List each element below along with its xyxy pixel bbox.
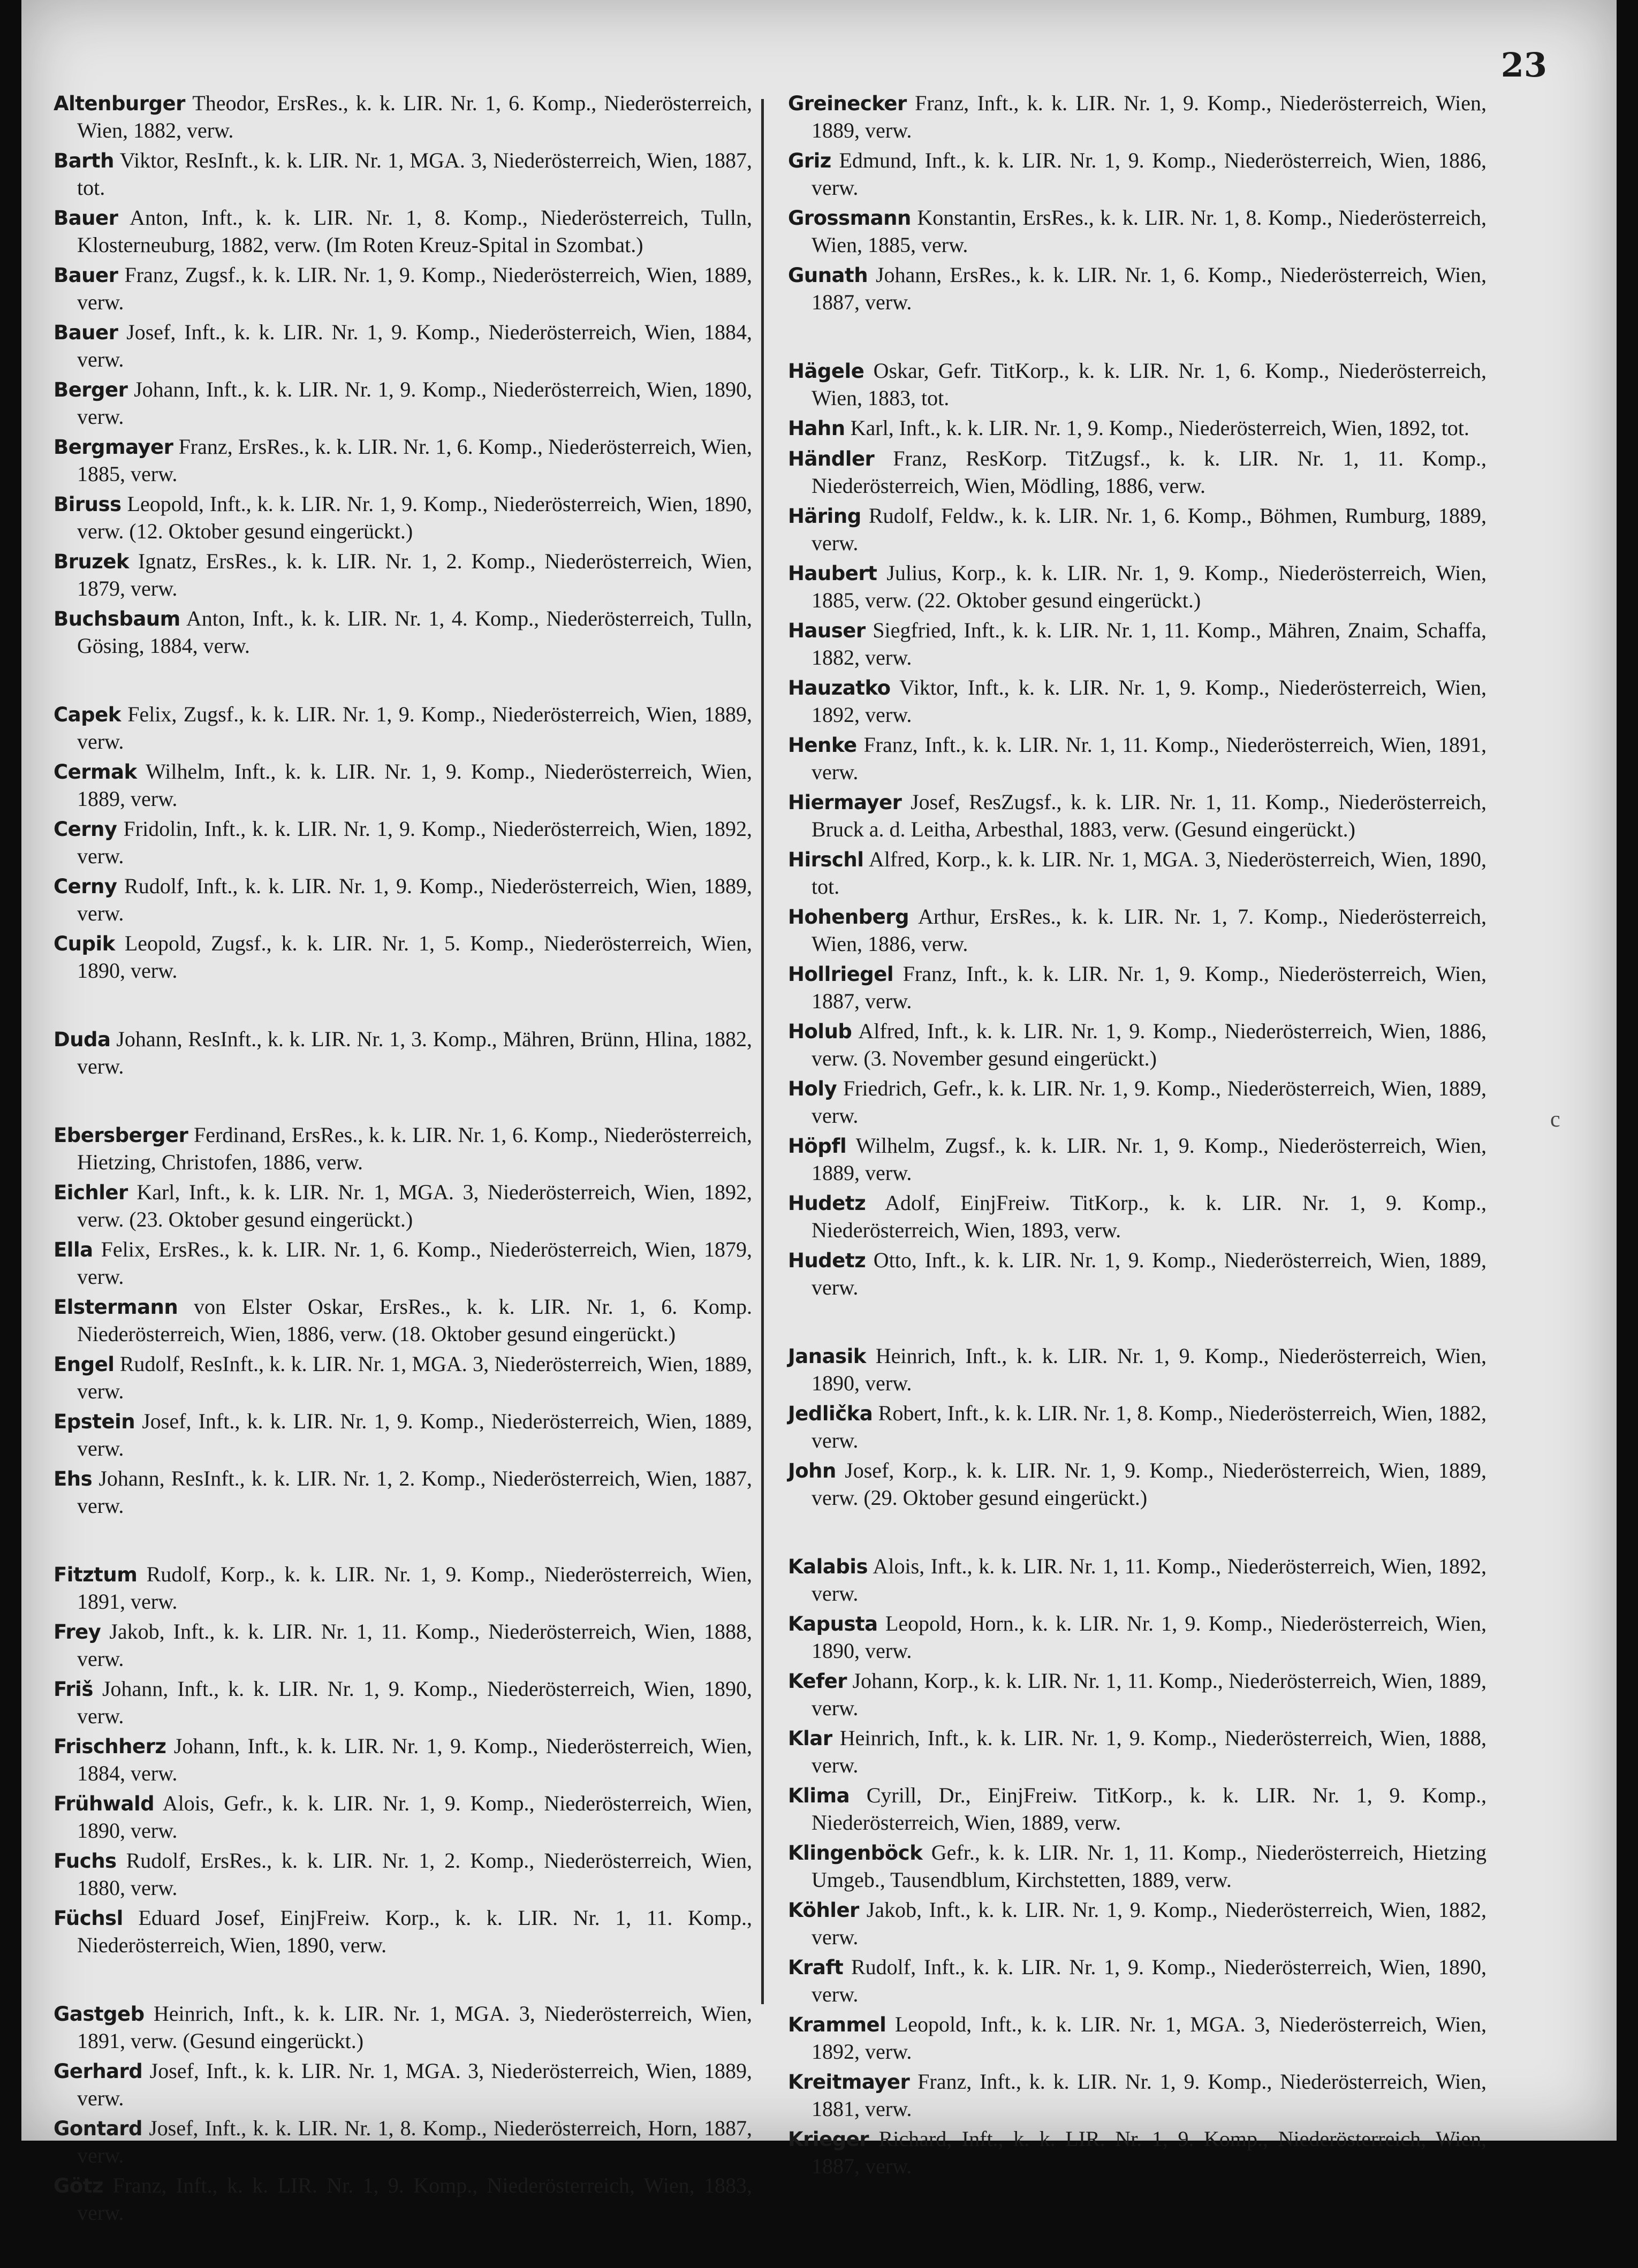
entry bbox=[54, 758, 752, 812]
entry bbox=[788, 903, 1487, 957]
entry-details: Anton, Inft., k. k. LIR. Nr. 1, 8. Komp., Niederösterreich, Tulln, Klosterneuburg, 1882, verw. (Im Roten Kreuz-Spital in Szombat.) bbox=[77, 206, 752, 257]
entry-details: Ignatz, ErsRes., k. k. LIR. Nr. 1, 2. Komp., Niederösterreich, Wien, 1879, verw. bbox=[77, 549, 752, 600]
entry bbox=[788, 2126, 1487, 2180]
entry-details: Eduard Josef, EinjFreiw. Korp., k. k. LIR. Nr. 1, 11. Komp., Niederösterreich, Wien, 1890, verw. bbox=[77, 1906, 752, 1957]
entry-surname: Elstermann bbox=[54, 1296, 178, 1319]
entry-details: Otto, Inft., k. k. LIR. Nr. 1, 9. Komp., Niederösterreich, Wien, 1889, verw. bbox=[812, 1248, 1487, 1299]
entry-surname: Janasik bbox=[788, 1345, 866, 1368]
letter-group bbox=[54, 1026, 752, 1080]
entry-details: Franz, ErsRes., k. k. LIR. Nr. 1, 6. Komp., Niederösterreich, Wien, 1885, verw. bbox=[77, 435, 753, 486]
entry-surname: Frischherz bbox=[54, 1735, 166, 1758]
letter-group bbox=[54, 701, 752, 984]
entry-surname: Henke bbox=[788, 734, 857, 757]
entry bbox=[788, 1782, 1487, 1836]
entry-surname: Gontard bbox=[54, 2117, 143, 2140]
entry-surname: Klingenböck bbox=[788, 1841, 923, 1864]
entry-details: Franz, Inft., k. k. LIR. Nr. 1, 9. Komp., Niederösterreich, Wien, 1881, verw. bbox=[812, 2069, 1487, 2121]
entry-surname: Kapusta bbox=[788, 1612, 878, 1635]
entry-surname: Kefer bbox=[788, 1670, 847, 1693]
entry bbox=[788, 1725, 1487, 1779]
entry-surname: Haubert bbox=[788, 562, 877, 585]
entry bbox=[788, 1839, 1487, 1893]
entry-details: Franz, Inft., k. k. LIR. Nr. 1, 9. Komp., Niederösterreich, Wien, 1887, verw. bbox=[812, 962, 1487, 1013]
entry-surname: Hirschl bbox=[788, 848, 864, 871]
entry-surname: Frühwald bbox=[54, 1792, 155, 1815]
entry-surname: Frey bbox=[54, 1620, 101, 1643]
entry bbox=[788, 560, 1487, 614]
entry-surname: Kalabis bbox=[788, 1555, 868, 1578]
entry-details: Anton, Inft., k. k. LIR. Nr. 1, 4. Komp., Niederösterreich, Tulln, Gösing, 1884, verw. bbox=[77, 606, 752, 658]
entry bbox=[788, 674, 1487, 728]
entry-details: Gefr., k. k. LIR. Nr. 1, 11. Komp., Niederösterreich, Hietzing Umgeb., Tausendblum, Kirchstetten, 1889, verw. bbox=[812, 1840, 1487, 1892]
entry bbox=[788, 1610, 1487, 1664]
entry-surname: Fuchs bbox=[54, 1850, 117, 1873]
entry-surname: Engel bbox=[54, 1353, 115, 1376]
entry bbox=[788, 503, 1487, 557]
entry bbox=[788, 1400, 1487, 1454]
entry bbox=[788, 262, 1487, 316]
entry bbox=[788, 2068, 1487, 2122]
entry-surname: Bauer bbox=[54, 207, 118, 230]
letter-group bbox=[788, 357, 1487, 1301]
entry-details: Franz, Inft., k. k. LIR. Nr. 1, 9. Komp., Niederösterreich, Wien, 1883, verw. bbox=[77, 2173, 752, 2225]
entry-surname: Friš bbox=[54, 1678, 93, 1701]
entry-details: Franz, Zugsf., k. k. LIR. Nr. 1, 9. Komp., Niederösterreich, Wien, 1889, verw. bbox=[77, 263, 753, 314]
entry-surname: Hauser bbox=[788, 619, 866, 642]
entry-details: Karl, Inft., k. k. LIR. Nr. 1, MGA. 3, Niederösterreich, Wien, 1892, verw. (23. Oktober gesund eingerückt.) bbox=[77, 1180, 753, 1231]
entry-surname: Kreitmayer bbox=[788, 2071, 910, 2094]
letter-group bbox=[788, 1553, 1487, 2180]
entry-surname: Kraft bbox=[788, 1956, 844, 1979]
letter-group bbox=[54, 1122, 752, 1519]
entry-details: Felix, ErsRes., k. k. LIR. Nr. 1, 6. Komp., Niederösterreich, Wien, 1879, verw. bbox=[77, 1237, 753, 1289]
entry bbox=[54, 1408, 752, 1462]
entry-surname: Duda bbox=[54, 1028, 111, 1051]
entry-details: Franz, ResKorp. TitZugsf., k. k. LIR. Nr. 1, 11. Komp., Niederösterreich, Wien, Mödling, 1886, verw. bbox=[812, 446, 1487, 498]
entry bbox=[54, 319, 752, 373]
entry bbox=[54, 548, 752, 602]
entry bbox=[54, 376, 752, 430]
entry-surname: Cupik bbox=[54, 932, 115, 955]
entry bbox=[54, 2058, 752, 2112]
entry bbox=[54, 1026, 752, 1080]
entry-details: Leopold, Zugsf., k. k. LIR. Nr. 1, 5. Komp., Niederösterreich, Wien, 1890, verw. bbox=[77, 931, 752, 983]
entry-surname: Hohenberg bbox=[788, 905, 909, 928]
entry bbox=[54, 1465, 752, 1519]
entry-surname: Hudetz bbox=[788, 1192, 866, 1215]
entry bbox=[788, 204, 1487, 258]
entry-surname: Capek bbox=[54, 703, 121, 726]
entry-details: Alois, Gefr., k. k. LIR. Nr. 1, 9. Komp., Niederösterreich, Wien, 1890, verw. bbox=[77, 1791, 752, 1843]
entry-surname: Barth bbox=[54, 149, 114, 172]
entry-surname: Gastgeb bbox=[54, 2003, 145, 2026]
entry bbox=[54, 930, 752, 984]
entry bbox=[788, 1668, 1487, 1722]
entry-surname: Hiermayer bbox=[788, 791, 902, 814]
entry bbox=[788, 1190, 1487, 1244]
entry-surname: Händler bbox=[788, 447, 875, 470]
entry bbox=[54, 90, 752, 144]
entry bbox=[788, 961, 1487, 1015]
entry-details: Cyrill, Dr., EinjFreiw. TitKorp., k. k. LIR. Nr. 1, 9. Komp., Niederösterreich, Wien, 1889, verw. bbox=[812, 1783, 1487, 1835]
page-number: 23 bbox=[1500, 45, 1547, 85]
entry-details: Alfred, Inft., k. k. LIR. Nr. 1, 9. Komp., Niederösterreich, Wien, 1886, verw. (3. November gesund eingerückt.) bbox=[812, 1019, 1487, 1070]
entry-surname: Biruss bbox=[54, 493, 122, 516]
entry bbox=[54, 701, 752, 755]
entry bbox=[788, 846, 1487, 900]
right-column bbox=[788, 90, 1487, 2221]
entry bbox=[54, 147, 752, 201]
entry-details: Heinrich, Inft., k. k. LIR. Nr. 1, 9. Komp., Niederösterreich, Wien, 1890, verw. bbox=[812, 1344, 1487, 1395]
entry-surname: Cerny bbox=[54, 875, 117, 898]
entry-details: Richard, Inft., k. k. LIR. Nr. 1, 9. Komp., Niederösterreich, Wien, 1887, verw. bbox=[812, 2127, 1487, 2178]
entry bbox=[788, 415, 1487, 442]
entry-surname: Holub bbox=[788, 1020, 852, 1043]
document-page bbox=[21, 0, 1617, 2225]
entry-details: Josef, ResZugsf., k. k. LIR. Nr. 1, 11. Komp., Niederösterreich, Bruck a. d. Leitha, Arbesthal, 1883, verw. (Gesund eingerückt.) bbox=[812, 790, 1487, 841]
entry bbox=[788, 789, 1487, 843]
entry bbox=[788, 1553, 1487, 1607]
entry-surname: Hägele bbox=[788, 360, 864, 383]
column-divider bbox=[761, 99, 764, 2004]
entry-surname: Götz bbox=[54, 2174, 104, 2197]
letter-group bbox=[54, 1561, 752, 1959]
entry bbox=[788, 147, 1487, 201]
entry bbox=[54, 1561, 752, 1615]
entry-details: Rudolf, ErsRes., k. k. LIR. Nr. 1, 2. Komp., Niederösterreich, Wien, 1880, verw. bbox=[77, 1848, 753, 1900]
entry-details: Josef, Korp., k. k. LIR. Nr. 1, 9. Komp., Niederösterreich, Wien, 1889, verw. (29. Oktober gesund eingerückt.) bbox=[812, 1458, 1487, 1510]
entry-surname: Hollriegel bbox=[788, 963, 894, 986]
entry-surname: Höpfl bbox=[788, 1135, 847, 1158]
entry bbox=[54, 1733, 752, 1787]
entry-details: Edmund, Inft., k. k. LIR. Nr. 1, 9. Komp., Niederösterreich, Wien, 1886, verw. bbox=[812, 148, 1487, 200]
entry bbox=[788, 1897, 1487, 1951]
entry bbox=[788, 1954, 1487, 2008]
entry-details: Josef, Inft., k. k. LIR. Nr. 1, 8. Komp., Niederösterreich, Horn, 1887, verw. bbox=[77, 2116, 753, 2167]
entry bbox=[54, 1293, 752, 1348]
entry-surname: Berger bbox=[54, 378, 128, 401]
entry bbox=[54, 2000, 752, 2054]
entry bbox=[54, 816, 752, 870]
entry-details: Johann, Inft., k. k. LIR. Nr. 1, 9. Komp., Niederösterreich, Wien, 1884, verw. bbox=[77, 1734, 753, 1785]
entry-details: Siegfried, Inft., k. k. LIR. Nr. 1, 11. Komp., Mähren, Znaim, Schaffa, 1882, verw. bbox=[812, 618, 1487, 669]
entry-details: Wilhelm, Zugsf., k. k. LIR. Nr. 1, 9. Komp., Niederösterreich, Wien, 1889, verw. bbox=[812, 1133, 1487, 1185]
entry-surname: Ehs bbox=[54, 1467, 93, 1490]
entry bbox=[788, 445, 1487, 499]
entry bbox=[788, 1075, 1487, 1129]
entry-surname: Greinecker bbox=[788, 92, 907, 115]
entry-details: Ferdinand, ErsRes., k. k. LIR. Nr. 1, 6. Komp., Niederösterreich, Hietzing, Christofen, 1886, verw. bbox=[77, 1123, 753, 1174]
entry-details: Leopold, Inft., k. k. LIR. Nr. 1, 9. Komp., Niederösterreich, Wien, 1890, verw. (12. Oktober gesund eingerückt.) bbox=[77, 492, 752, 543]
entry bbox=[54, 262, 752, 316]
entry bbox=[54, 1905, 752, 1959]
margin-mark: c bbox=[1550, 1107, 1560, 1132]
entry-surname: Bauer bbox=[54, 264, 118, 287]
entry-details: Johann, Korp., k. k. LIR. Nr. 1, 11. Komp., Niederösterreich, Wien, 1889, verw. bbox=[812, 1669, 1487, 1720]
entry bbox=[788, 1457, 1487, 1511]
letter-group bbox=[54, 90, 752, 659]
entry-details: Rudolf, Feldw., k. k. LIR. Nr. 1, 6. Komp., Böhmen, Rumburg, 1889, verw. bbox=[812, 504, 1487, 555]
entry bbox=[788, 357, 1487, 412]
entry bbox=[54, 1618, 752, 1672]
entry-details: Heinrich, Inft., k. k. LIR. Nr. 1, MGA. 3, Niederösterreich, Wien, 1891, verw. (Gesund eingerückt.) bbox=[77, 2001, 753, 2053]
entry bbox=[54, 1351, 752, 1405]
entry-surname: Griz bbox=[788, 149, 831, 172]
entry bbox=[54, 491, 752, 545]
entry bbox=[54, 605, 752, 659]
entry-details: Adolf, EinjFreiw. TitKorp., k. k. LIR. Nr. 1, 9. Komp., Niederösterreich, Wien, 1893, verw. bbox=[812, 1191, 1487, 1242]
entry bbox=[54, 873, 752, 927]
entry bbox=[788, 2011, 1487, 2065]
entry-surname: Häring bbox=[788, 505, 861, 528]
entry-details: Karl, Inft., k. k. LIR. Nr. 1, 9. Komp., Niederösterreich, Wien, 1892, tot. bbox=[850, 416, 1469, 440]
entry-surname: Grossmann bbox=[788, 207, 911, 230]
entry bbox=[788, 1343, 1487, 1397]
entry-details: Felix, Zugsf., k. k. LIR. Nr. 1, 9. Komp., Niederösterreich, Wien, 1889, verw. bbox=[77, 702, 752, 754]
entry-surname: Köhler bbox=[788, 1899, 859, 1922]
entry-surname: Cermak bbox=[54, 760, 137, 783]
entry-details: Johann, Inft., k. k. LIR. Nr. 1, 9. Komp., Niederösterreich, Wien, 1890, verw. bbox=[77, 377, 753, 429]
entry bbox=[54, 1847, 752, 1901]
entry bbox=[54, 1122, 752, 1176]
entry-details: Rudolf, Korp., k. k. LIR. Nr. 1, 9. Komp., Niederösterreich, Wien, 1891, verw. bbox=[77, 1562, 753, 1614]
entry bbox=[788, 1247, 1487, 1301]
entry-details: Josef, Inft., k. k. LIR. Nr. 1, 9. Komp., Niederösterreich, Wien, 1884, verw. bbox=[77, 320, 753, 371]
entry-details: Franz, Inft., k. k. LIR. Nr. 1, 9. Komp., Niederösterreich, Wien, 1889, verw. bbox=[812, 91, 1487, 142]
letter-group bbox=[788, 90, 1487, 316]
entry-details: Friedrich, Gefr., k. k. LIR. Nr. 1, 9. Komp., Niederösterreich, Wien, 1889, verw. bbox=[812, 1076, 1487, 1128]
entry-details: Robert, Inft., k. k. LIR. Nr. 1, 8. Komp., Niederösterreich, Wien, 1882, verw. bbox=[812, 1401, 1487, 1452]
entry-surname: Holy bbox=[788, 1077, 837, 1100]
entry-surname: Krammel bbox=[788, 2013, 886, 2036]
entry-details: Julius, Korp., k. k. LIR. Nr. 1, 9. Komp., Niederösterreich, Wien, 1885, verw. (22. Oktober gesund eingerückt.) bbox=[812, 561, 1487, 612]
entry-details: Josef, Inft., k. k. LIR. Nr. 1, 9. Komp., Niederösterreich, Wien, 1889, verw. bbox=[77, 1409, 752, 1460]
entry-details: Fridolin, Inft., k. k. LIR. Nr. 1, 9. Komp., Niederösterreich, Wien, 1892, verw. bbox=[77, 817, 753, 868]
entry-surname: Epstein bbox=[54, 1410, 135, 1433]
entry-surname: Klima bbox=[788, 1784, 850, 1807]
entry-surname: Cerny bbox=[54, 818, 117, 841]
entry bbox=[54, 204, 752, 258]
entry-surname: Bruzek bbox=[54, 550, 130, 573]
entry-details: Jakob, Inft., k. k. LIR. Nr. 1, 9. Komp., Niederösterreich, Wien, 1882, verw. bbox=[812, 1898, 1487, 1949]
entry bbox=[788, 617, 1487, 671]
entry-surname: Fitztum bbox=[54, 1563, 138, 1586]
entry-details: Rudolf, Inft., k. k. LIR. Nr. 1, 9. Komp., Niederösterreich, Wien, 1890, verw. bbox=[812, 1955, 1487, 2006]
entry-surname: Jedlička bbox=[788, 1402, 873, 1425]
entry-details: Jakob, Inft., k. k. LIR. Nr. 1, 11. Komp., Niederösterreich, Wien, 1888, verw. bbox=[77, 1619, 753, 1671]
entry-details: Franz, Inft., k. k. LIR. Nr. 1, 11. Komp., Niederösterreich, Wien, 1891, verw. bbox=[812, 733, 1487, 784]
entry-details: Konstantin, ErsRes., k. k. LIR. Nr. 1, 8. Komp., Niederösterreich, Wien, 1885, verw. bbox=[812, 206, 1487, 257]
entry-details: Viktor, Inft., k. k. LIR. Nr. 1, 9. Komp., Niederösterreich, Wien, 1892, verw. bbox=[812, 675, 1487, 727]
entry bbox=[54, 1236, 752, 1290]
entry-surname: Eichler bbox=[54, 1181, 128, 1204]
entry-details: Alois, Inft., k. k. LIR. Nr. 1, 11. Komp., Niederösterreich, Wien, 1892, verw. bbox=[812, 1554, 1487, 1605]
letter-group bbox=[788, 1343, 1487, 1511]
entry-details: Rudolf, Inft., k. k. LIR. Nr. 1, 9. Komp., Niederösterreich, Wien, 1889, verw. bbox=[77, 874, 753, 925]
entry-surname: Hudetz bbox=[788, 1249, 866, 1272]
entry-surname: Gunath bbox=[788, 264, 868, 287]
entry bbox=[788, 90, 1487, 144]
entry bbox=[54, 433, 752, 488]
entry bbox=[788, 1018, 1487, 1072]
entry-details: Viktor, ResInft., k. k. LIR. Nr. 1, MGA. 3, Niederösterreich, Wien, 1887, tot. bbox=[77, 148, 752, 200]
left-column bbox=[54, 90, 752, 2268]
entry bbox=[54, 1179, 752, 1233]
entry-details: Johann, ResInft., k. k. LIR. Nr. 1, 3. Komp., Mähren, Brünn, Hlina, 1882, verw. bbox=[77, 1027, 752, 1078]
letter-group bbox=[54, 2000, 752, 2226]
entry-details: Alfred, Korp., k. k. LIR. Nr. 1, MGA. 3, Niederösterreich, Wien, 1890, tot. bbox=[812, 847, 1487, 899]
entry bbox=[54, 2115, 752, 2169]
entry bbox=[54, 1790, 752, 1844]
entry-details: Wilhelm, Inft., k. k. LIR. Nr. 1, 9. Komp., Niederösterreich, Wien, 1889, verw. bbox=[77, 759, 752, 811]
entry-surname: Ella bbox=[54, 1238, 93, 1261]
entry-surname: Ebersberger bbox=[54, 1124, 188, 1147]
entry-details: Johann, ResInft., k. k. LIR. Nr. 1, 2. Komp., Niederösterreich, Wien, 1887, verw. bbox=[77, 1466, 753, 1518]
entry-surname: John bbox=[788, 1459, 836, 1482]
entry-details: Heinrich, Inft., k. k. LIR. Nr. 1, 9. Komp., Niederösterreich, Wien, 1888, verw. bbox=[812, 1726, 1487, 1777]
entry-surname: Bergmayer bbox=[54, 436, 173, 459]
entry-surname: Füchsl bbox=[54, 1907, 123, 1930]
entry-details: Johann, ErsRes., k. k. LIR. Nr. 1, 6. Komp., Niederösterreich, Wien, 1887, verw. bbox=[812, 263, 1487, 314]
entry-details: Theodor, ErsRes., k. k. LIR. Nr. 1, 6. Komp., Niederösterreich, Wien, 1882, verw. bbox=[77, 91, 752, 142]
entry-details: Leopold, Horn., k. k. LIR. Nr. 1, 9. Komp., Niederösterreich, Wien, 1890, verw. bbox=[812, 1611, 1487, 1663]
entry-details: Oskar, Gefr. TitKorp., k. k. LIR. Nr. 1, 6. Komp., Niederösterreich, Wien, 1883, tot. bbox=[812, 359, 1487, 410]
entry-surname: Buchsbaum bbox=[54, 607, 180, 630]
entry-details: Josef, Inft., k. k. LIR. Nr. 1, MGA. 3, Niederösterreich, Wien, 1889, verw. bbox=[77, 2059, 753, 2110]
entry-details: von Elster Oskar, ErsRes., k. k. LIR. Nr. 1, 6. Komp. Niederösterreich, Wien, 1886, verw. (18. Oktober gesund eingerückt.) bbox=[77, 1295, 753, 1346]
entry-surname: Altenburger bbox=[54, 92, 185, 115]
entry-details: Arthur, ErsRes., k. k. LIR. Nr. 1, 7. Komp., Niederösterreich, Wien, 1886, verw. bbox=[812, 904, 1487, 956]
entry-details: Johann, Inft., k. k. LIR. Nr. 1, 9. Komp., Niederösterreich, Wien, 1890, verw. bbox=[77, 1677, 753, 1728]
entry bbox=[54, 2172, 752, 2226]
entry bbox=[788, 732, 1487, 786]
entry-details: Leopold, Inft., k. k. LIR. Nr. 1, MGA. 3, Niederösterreich, Wien, 1892, verw. bbox=[812, 2012, 1487, 2064]
entry bbox=[788, 1132, 1487, 1186]
entry-surname: Bauer bbox=[54, 321, 118, 344]
entry-surname: Klar bbox=[788, 1727, 832, 1750]
entry-details: Rudolf, ResInft., k. k. LIR. Nr. 1, MGA. 3, Niederösterreich, Wien, 1889, verw. bbox=[77, 1352, 753, 1403]
entry-surname: Gerhard bbox=[54, 2060, 143, 2083]
entry-surname: Hauzatko bbox=[788, 676, 891, 699]
entry bbox=[54, 1676, 752, 1730]
entry-surname: Krieger bbox=[788, 2128, 869, 2151]
entry-surname: Hahn bbox=[788, 417, 845, 440]
